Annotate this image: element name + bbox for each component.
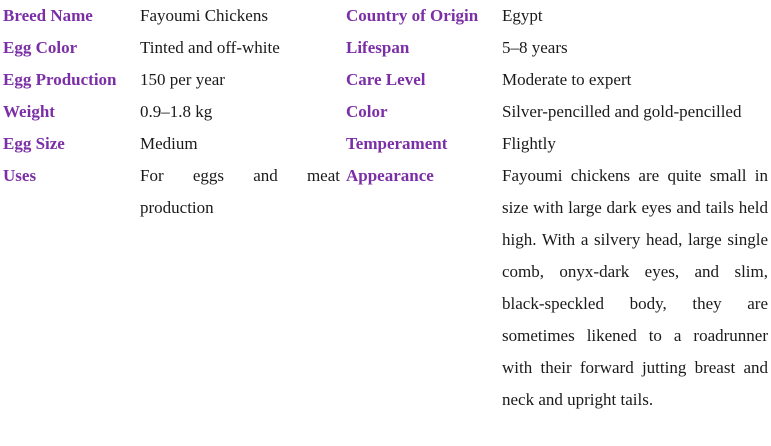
- table-row: [0, 64, 771, 96]
- egg-production-value: 150 per year: [140, 70, 225, 89]
- egg-size-value: Medium: [140, 134, 198, 153]
- breed-name-value: Fayoumi Chickens: [140, 6, 268, 25]
- breed-name-label: Breed Name: [3, 6, 93, 25]
- color-label: Color: [346, 102, 388, 121]
- uses-label: Uses: [3, 166, 37, 185]
- appearance-value: Fayoumi chickens are quite small in size with large dark eyes and tails held high. With a silvery head, large single comb, onyx-dark eyes, and slim, black-speckled body, they are sometimes likened to a roadrunner with their forward jutting breast and neck and upright tails.: [502, 166, 768, 409]
- egg-size-label: Egg Size: [3, 134, 65, 153]
- table-row: [0, 96, 771, 128]
- appearance-label: Appearance: [346, 166, 434, 185]
- table-row: [0, 160, 771, 416]
- egg-color-label: Egg Color: [3, 38, 78, 57]
- egg-color-value: Tinted and off-white: [140, 38, 280, 57]
- table-row: [0, 0, 771, 32]
- country-of-origin-label: Country of Origin: [346, 6, 479, 25]
- temperament-label: Temperament: [346, 134, 448, 153]
- weight-value: 0.9–1.8 kg: [140, 102, 213, 121]
- color-value: Silver-pencilled and gold-pencilled: [502, 102, 742, 121]
- care-level-value: Moderate to expert: [502, 70, 632, 89]
- table-row: [0, 32, 771, 64]
- uses-value: For eggs and meat production: [140, 166, 340, 217]
- care-level-label: Care Level: [346, 70, 426, 89]
- lifespan-label: Lifespan: [346, 38, 410, 57]
- country-of-origin-value: Egypt: [502, 6, 543, 25]
- temperament-value: Flightly: [502, 134, 556, 153]
- egg-production-label: Egg Production: [3, 70, 117, 89]
- weight-label: Weight: [3, 102, 55, 121]
- lifespan-value: 5–8 years: [502, 38, 568, 57]
- table-row: [0, 128, 771, 160]
